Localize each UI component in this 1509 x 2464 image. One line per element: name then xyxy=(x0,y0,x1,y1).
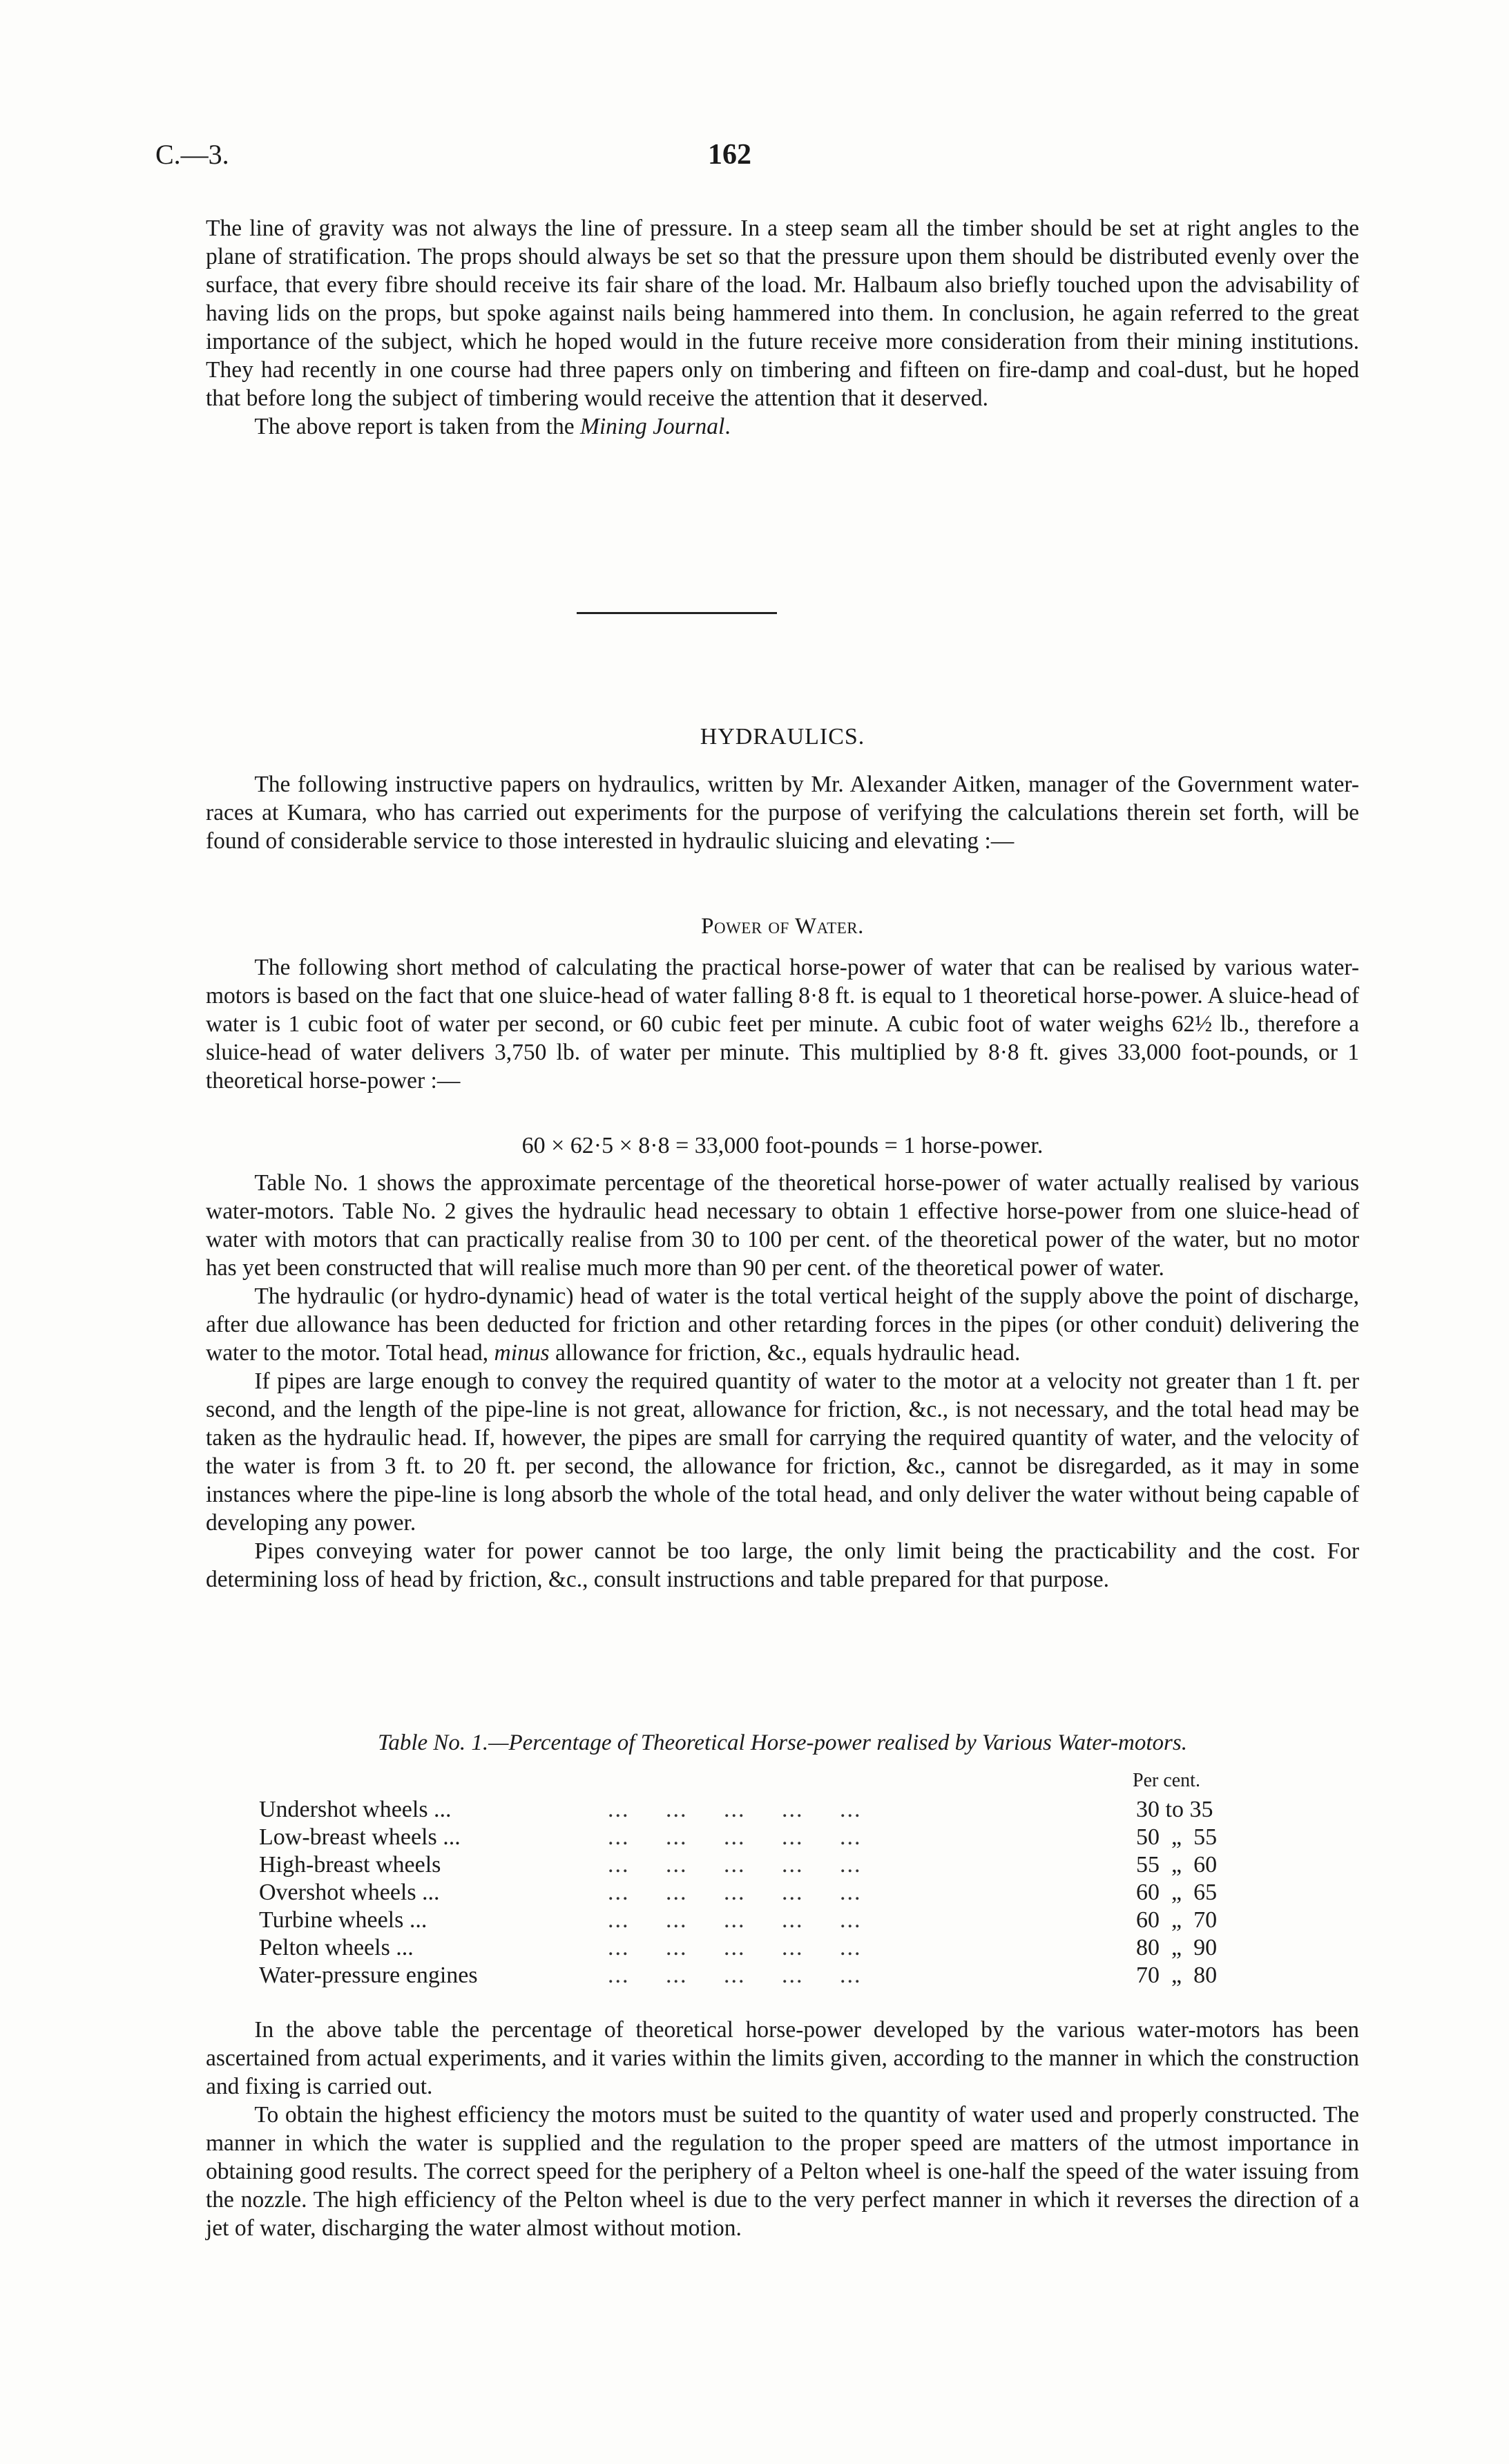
motor-name: Turbine wheels ... xyxy=(259,1907,427,1933)
table-caption: Table No. 1.—Percentage of Theoretical Horse-power realised by Various Water-motors. xyxy=(378,1730,1187,1755)
motor-name: Pelton wheels ... xyxy=(259,1935,414,1960)
section-divider xyxy=(577,612,777,614)
table-row xyxy=(256,1962,1278,1989)
document-reference: C.—3. xyxy=(155,139,229,170)
hydraulic-head-text: The hydraulic (or hydro-dynamic) head of water is the total vertical height of the supply above the point of discharge, after due allowance has been deducted for friction and other retarding forces in the pipes (or other conduit) delivering the water to the motor. Total head, xyxy=(206,1283,1359,1366)
closing-paragraph-2: To obtain the highest efficiency the motors must be suited to the quantity of water used and properly constructed. The manner in which the water is supplied and the regulation to the proper speed are matters of the utmost importance in obtaining good results. The correct speed for the periphery of a Pelton wheel is one-half the speed of the water issuing from the nozzle. The high efficiency of the Pelton wheel is due to the very perfect manner in which it reverses the direction of a jet of water, discharging the water almost without motion. xyxy=(206,2102,1359,2241)
motor-name: Overshot wheels ... xyxy=(259,1880,440,1905)
table-row xyxy=(256,1824,1278,1851)
table-row xyxy=(256,1907,1278,1934)
hydraulic-head-suffix: allowance for friction, &c., equals hydraulic head. xyxy=(549,1340,1021,1366)
power-paragraph-1: The following short method of calculating the practical horse-power of water that can be realised by various water-motors is based on the fact that one sluice-head of water falling 8·8 ft. is equal to 1 theoretical horse-power. A sluice-head of water is 1 cubic foot of water per second, or 60 cubic feet per minute. A cubic foot of water weighs 62½ lb., therefore a sluice-head of water delivers 3,750 lb. of water per minute. This multiplied by 8·8 ft. gives 33,000 foot-pounds, or 1 theoretical horse-power :— xyxy=(206,955,1359,1093)
source-suffix: . xyxy=(724,414,731,439)
page-header xyxy=(155,138,1361,180)
dot-leader: ... ... ... ... ... xyxy=(608,1797,862,1822)
power-paragraph-5: Pipes conveying water for power cannot be too large, the only limit being the practicability and the cost. For determining loss of head by friction, &c., consult instructions and table prepared for that purpose. xyxy=(206,1538,1359,1592)
table-row xyxy=(256,1796,1278,1824)
motor-name: Water-pressure engines xyxy=(259,1962,478,1988)
percent-range: 30 to 35 xyxy=(1136,1797,1213,1822)
motor-name: High-breast wheels xyxy=(259,1852,441,1878)
motor-name: Undershot wheels ... xyxy=(259,1797,452,1822)
motor-name: Low-breast wheels ... xyxy=(259,1824,461,1850)
source-title: Mining Journal xyxy=(579,414,725,439)
hydraulics-intro-block xyxy=(206,770,1359,855)
power-of-water-heading: Power of Water. xyxy=(701,914,864,939)
dot-leader: ... ... ... ... ... xyxy=(608,1962,862,1988)
source-paragraph xyxy=(206,412,1359,441)
closing-paragraph-1: In the above table the percentage of theoretical horse-power developed by the various water-motors has been ascertained from actual experiments, and it varies within the limits given, according to the manner in which the construction and fixing is carried out. xyxy=(206,2017,1359,2099)
table-unit-header: Per cent. xyxy=(1133,1770,1200,1791)
percent-range: 60 „ 70 xyxy=(1136,1907,1218,1933)
dot-leader: ... ... ... ... ... xyxy=(608,1824,862,1850)
percent-range: 60 „ 65 xyxy=(1136,1880,1218,1905)
percent-range: 80 „ 90 xyxy=(1136,1935,1218,1960)
dot-leader: ... ... ... ... ... xyxy=(608,1907,862,1933)
power-paragraph-2: Table No. 1 shows the approximate percentage of the theoretical horse-power of water actually realised by various water-motors. Table No. 2 gives the hydraulic head necessary to obtain 1 effective horse-power from one sluice-head of water with motors that can practically realise from 30 to 100 per cent. of the theoretical power of the water, but no motor has yet been constructed that will realise much more than 90 per cent. of the theoretical power of water. xyxy=(206,1170,1359,1281)
dot-leader: ... ... ... ... ... xyxy=(608,1935,862,1960)
percent-range: 70 „ 80 xyxy=(1136,1962,1218,1988)
dot-leader: ... ... ... ... ... xyxy=(608,1880,862,1905)
percent-range: 55 „ 60 xyxy=(1136,1852,1218,1878)
source-prefix: The above report is taken from the xyxy=(254,414,580,439)
minus-word: minus xyxy=(494,1340,550,1366)
power-paragraph-3 xyxy=(206,1282,1359,1367)
percent-range: 50 „ 55 xyxy=(1136,1824,1218,1850)
table-row xyxy=(256,1879,1278,1907)
closing-block xyxy=(206,2016,1359,2242)
intro-block xyxy=(206,214,1359,441)
power-block xyxy=(206,953,1359,1095)
power-block-2 xyxy=(206,1169,1359,1594)
dot-leader: ... ... ... ... ... xyxy=(608,1852,862,1878)
power-paragraph-4: If pipes are large enough to convey the required quantity of water to the motor at a velocity not greater than 1 ft. per second, and the length of the pipe-line is not great, allowance for friction, &c., is not necessary, and the total head may be taken as the hydraulic head. If, however, the pipes are small for carrying the required quantity of water, and the velocity of the water is from 3 ft. to 20 ft. per second, the allowance for friction, &c., cannot be disregarded, as it may in some instances where the pipe-line is long absorb the whole of the total head, and only deliver the water without being capable of developing any power. xyxy=(206,1368,1359,1536)
intro-paragraph: The line of gravity was not always the line of pressure. In a steep seam all the timber should be set at right angles to the plane of stratification. The props should always be set so that the pressure upon them should be distributed evenly over the surface, that every fibre should receive its fair share of the load. Mr. Halbaum also briefly touched upon the advisability of having lids on the props, but spoke against nails being hammered into them. In conclusion, he again referred to the great importance of the subject, which he hoped would in the future receive more consideration from their mining institutions. They had recently in one course had three papers only on timbering and fifteen on fire-damp and coal-dust, but he hoped that before long the subject of timbering would receive the attention that it deserved. xyxy=(206,216,1359,411)
hydraulics-intro-paragraph: The following instructive papers on hydraulics, written by Mr. Alexander Aitken, manager of the Government water-races at Kumara, who has carried out experiments for the purpose of verifying the calculations therein set forth, will be found of considerable service to those interested in hydraulic sluicing and elevating :— xyxy=(206,772,1359,854)
page-number: 162 xyxy=(708,139,751,171)
horse-power-formula: 60 × 62·5 × 8·8 = 33,000 foot-pounds = 1 horse-power. xyxy=(521,1133,1044,1158)
table-row xyxy=(256,1934,1278,1962)
section-title: HYDRAULICS. xyxy=(700,724,865,749)
table-row xyxy=(256,1851,1278,1879)
